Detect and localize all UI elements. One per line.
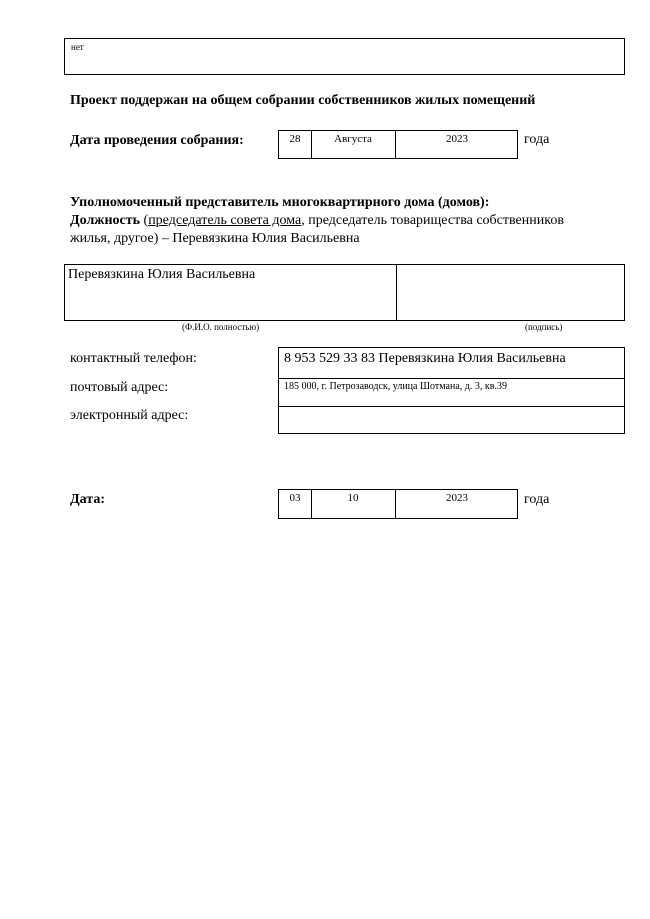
- meeting-date-suffix: года: [524, 132, 550, 147]
- signature-caption: (подпись): [525, 322, 563, 332]
- date-box: [278, 489, 518, 519]
- email-label: электронный адрес:: [70, 408, 189, 423]
- signature-box: [64, 264, 625, 321]
- meeting-date-year: 2023: [446, 133, 468, 145]
- answer-text: нет: [71, 42, 84, 52]
- support-statement: Проект поддержан на общем собрании собственников жилых помещений: [70, 93, 536, 108]
- position-underlined: председатель совета дома: [148, 213, 302, 228]
- meeting-date-month: Августа: [334, 133, 372, 145]
- position-line-2: жилья, другое) – Перевязкина Юлия Васильевна: [70, 231, 360, 246]
- phone-value: 8 953 529 33 83 Перевязкина Юлия Васильевна: [284, 351, 566, 366]
- meeting-date-box: [278, 130, 518, 159]
- meeting-date-day: 28: [289, 133, 301, 145]
- phone-label: контактный телефон:: [70, 351, 197, 366]
- position-line-1: [70, 213, 564, 229]
- full-name-caption: (Ф.И.О. полностью): [182, 322, 260, 332]
- position-open: (: [143, 213, 149, 228]
- representative-heading: Уполномоченный представитель многоквартирного дома (домов):: [70, 195, 490, 210]
- date-year: 2023: [446, 492, 468, 504]
- date-label: Дата:: [70, 492, 105, 507]
- contacts-table: [278, 347, 625, 434]
- meeting-date-label: Дата проведения собрания:: [70, 133, 244, 148]
- full-name-value: Перевязкина Юлия Васильевна: [68, 267, 256, 282]
- position-label: Должность: [70, 213, 141, 228]
- address-label: почтовый адрес:: [70, 380, 169, 395]
- address-value: 185 000, г. Петрозаводск, улица Шотмана, д. 3, кв.39: [284, 381, 507, 392]
- date-month: 10: [347, 492, 359, 504]
- position-rest: , председатель товарищества собственников: [301, 213, 564, 228]
- date-suffix: года: [524, 492, 550, 507]
- date-day: 03: [289, 492, 301, 504]
- answer-box: [64, 38, 625, 75]
